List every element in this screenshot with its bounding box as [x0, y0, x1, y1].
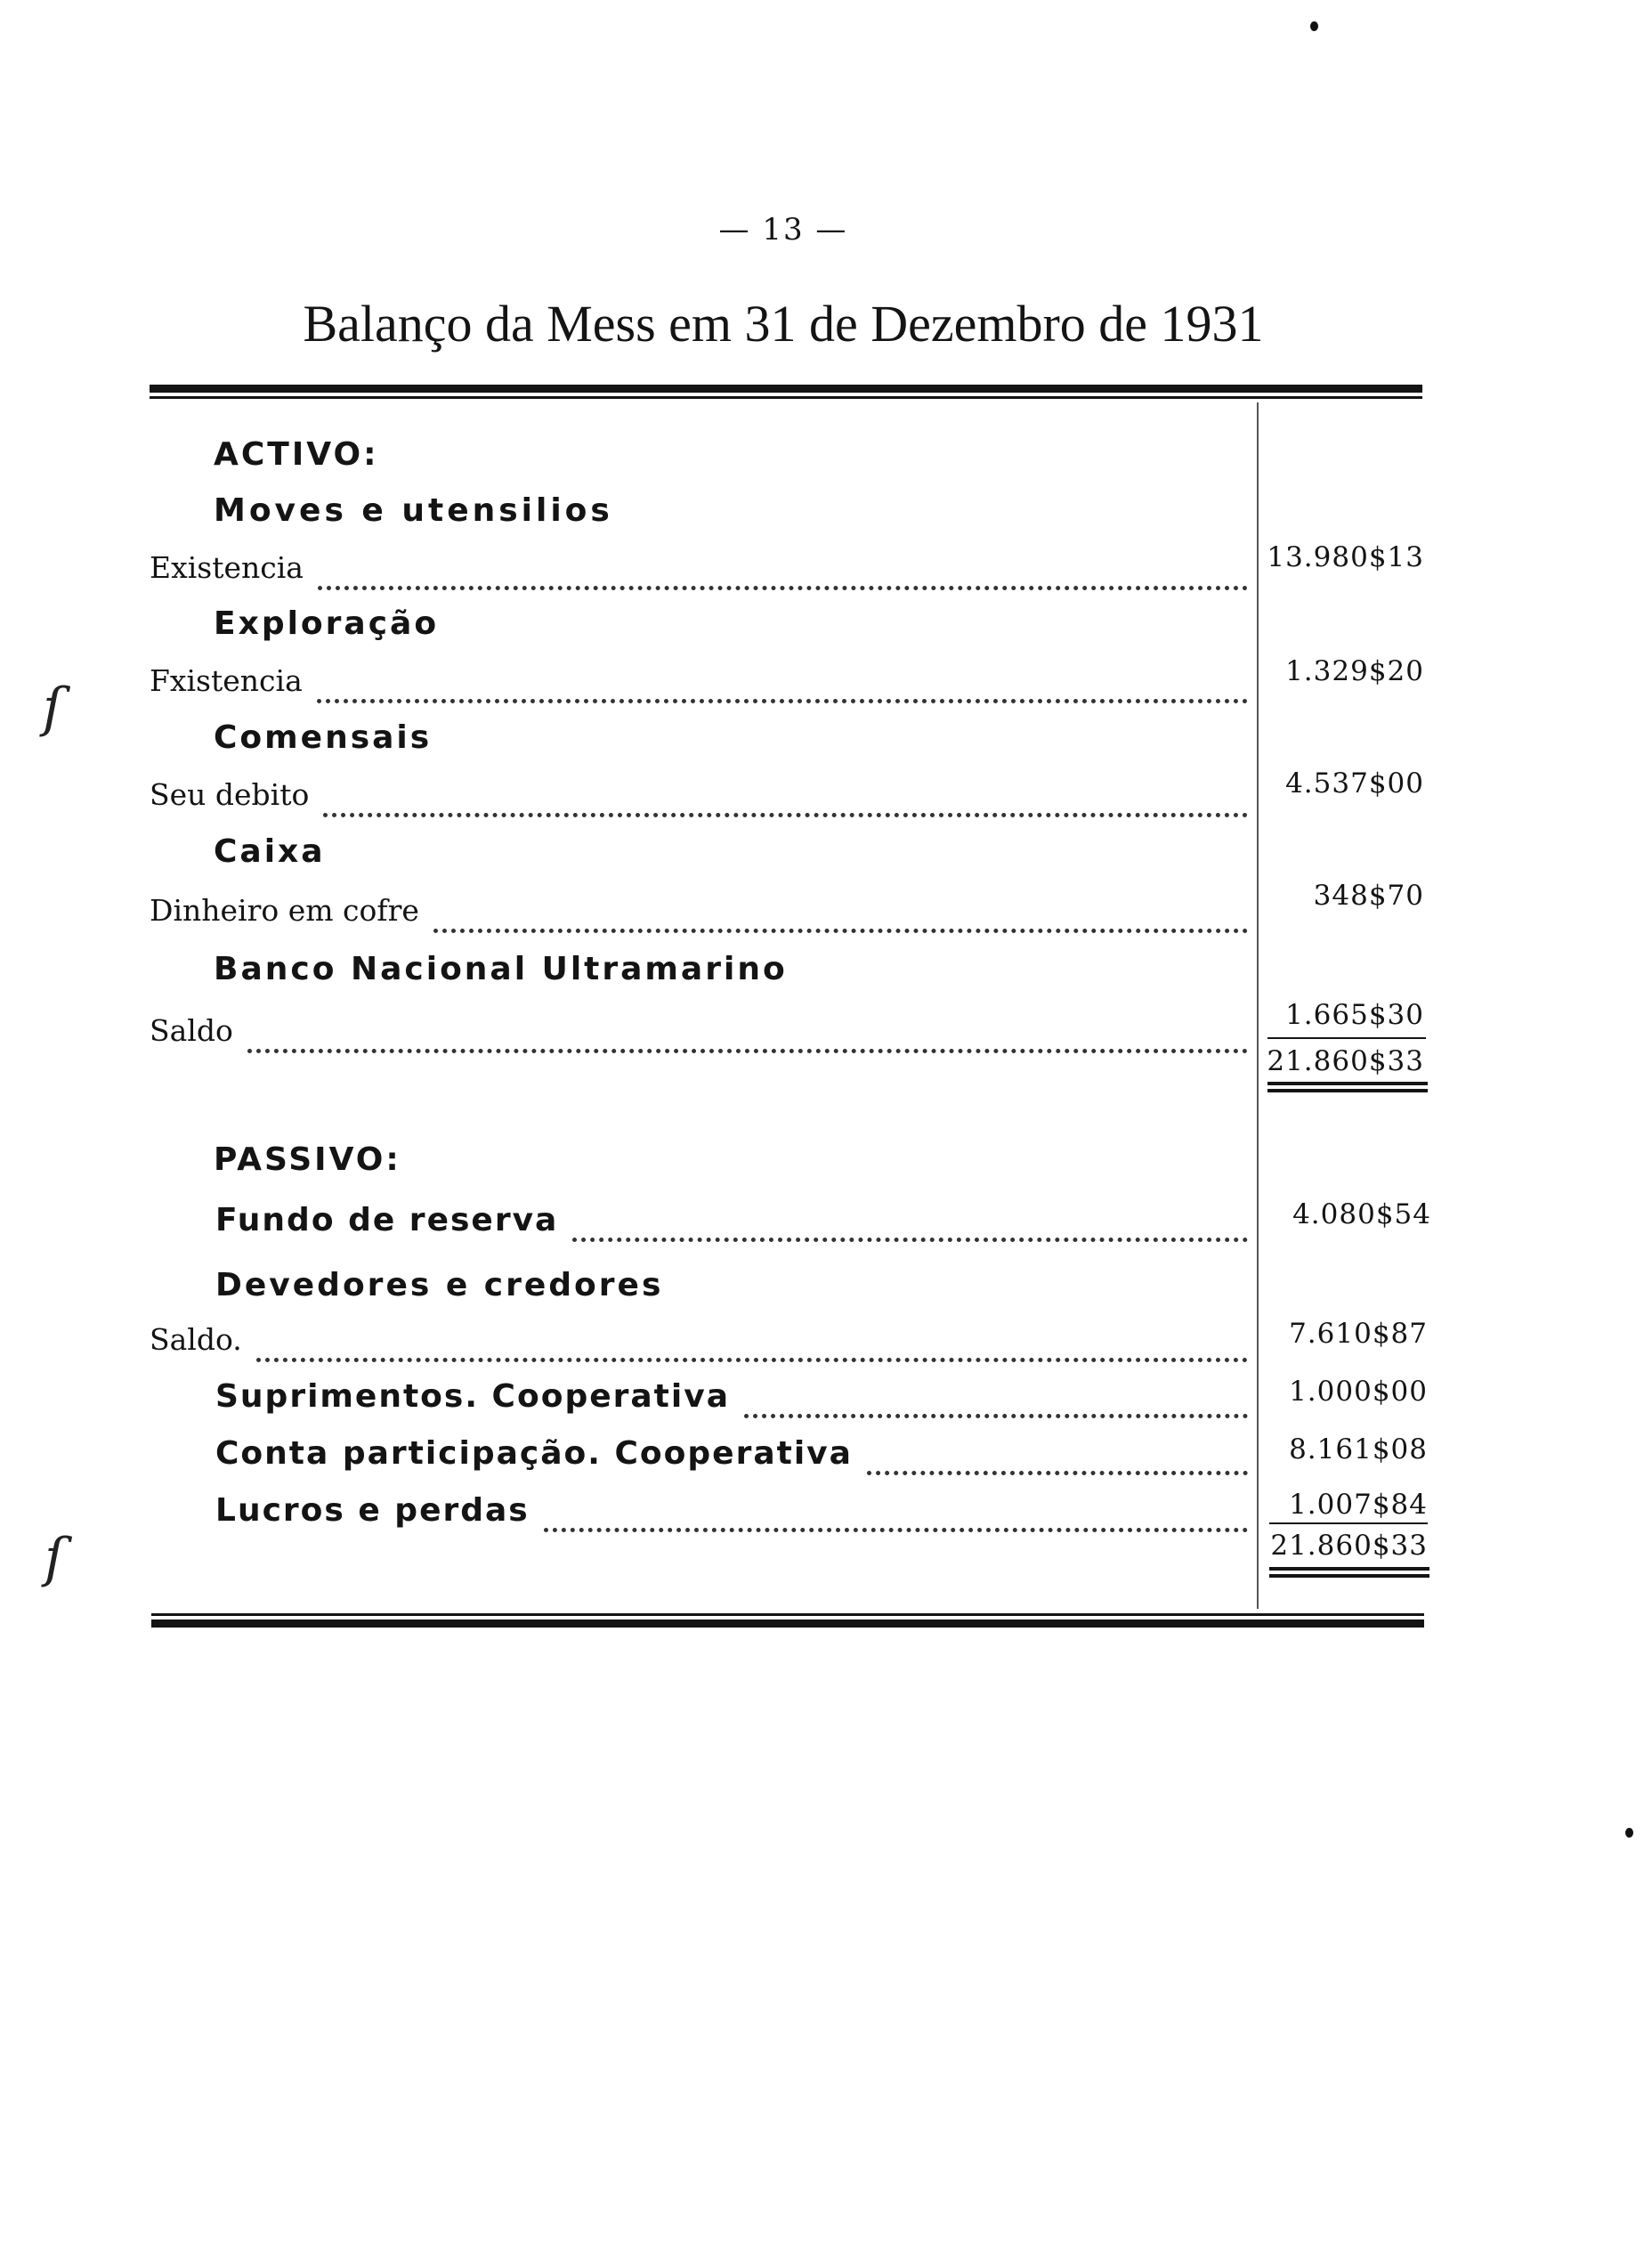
leader-dots [318, 559, 1248, 590]
passivo-heading: PASSIVO: [214, 1141, 401, 1178]
margin-mark: ſ [45, 1527, 65, 1589]
total-double-underline [1269, 1567, 1429, 1578]
line-label: Existencia [150, 550, 304, 585]
amount-banco: 1.665$30 [1285, 999, 1424, 1031]
leader-dots [433, 902, 1248, 933]
page-number: — 13 — [718, 212, 848, 248]
amount-lucros-perdas: 1.007$84 [1289, 1489, 1428, 1521]
amount-fundo-reserva: 4.080$54 [1292, 1198, 1431, 1230]
line-label: Dinheiro em cofre [150, 893, 419, 928]
amount-existencia: 13.980$13 [1267, 541, 1424, 573]
section-title-devedores: Devedores e credores [215, 1267, 664, 1303]
line-label: Seu debito [150, 777, 310, 812]
subtotal-line [1269, 1522, 1428, 1524]
section-title-comensais: Comensais [214, 719, 433, 756]
amount-suprimentos: 1.000$00 [1289, 1376, 1428, 1408]
line-label: Lucros e perdas [215, 1492, 530, 1529]
total-double-underline [1267, 1082, 1428, 1092]
amount-caixa: 348$70 [1313, 880, 1424, 912]
leader-dots [744, 1387, 1248, 1418]
line-saldo-banco [0, 1013, 1264, 1058]
ink-speck [1625, 1828, 1633, 1838]
line-label: Suprimentos. Cooperativa [215, 1378, 730, 1415]
section-title-caixa: Caixa [214, 833, 326, 870]
line-label: Conta participação. Cooperativa [215, 1435, 853, 1472]
line-label: Saldo. [150, 1322, 242, 1357]
line-lucros-perdas [0, 1492, 1264, 1537]
leader-dots [867, 1444, 1248, 1475]
margin-mark: ſ [43, 677, 63, 739]
line-label: Saldo [150, 1013, 233, 1048]
line-label: Fundo de reserva [215, 1202, 559, 1238]
leader-dots [256, 1331, 1248, 1362]
activo-heading: ACTIVO: [214, 436, 379, 473]
page-title: Balanço da Mess em 31 de Dezembro de 1931 [303, 295, 1264, 353]
bottom-rule [151, 1613, 1424, 1628]
line-suprimentos [0, 1378, 1264, 1423]
line-fundo-reserva [0, 1202, 1264, 1246]
section-title-moves: Moves e utensilios [214, 492, 613, 529]
line-saldo-devedores [0, 1322, 1264, 1367]
line-seu-debito [0, 777, 1264, 822]
leader-dots [317, 672, 1248, 703]
line-dinheiro [0, 893, 1264, 938]
amount-conta-participacao: 8.161$08 [1289, 1433, 1428, 1465]
leader-dots [247, 1022, 1248, 1053]
leader-dots [323, 786, 1248, 817]
line-fxistencia [0, 663, 1264, 708]
line-existencia [0, 550, 1264, 595]
leader-dots [544, 1501, 1248, 1532]
section-title-banco: Banco Nacional Ultramarino [214, 951, 788, 987]
amount-devedores: 7.610$87 [1289, 1318, 1428, 1350]
passivo-total: 21.860$33 [1270, 1530, 1428, 1562]
activo-total: 21.860$33 [1267, 1045, 1424, 1077]
leader-dots [572, 1211, 1248, 1242]
ink-speck [1310, 21, 1318, 31]
amount-comensais: 4.537$00 [1285, 767, 1424, 800]
amount-exploracao: 1.329$20 [1285, 655, 1424, 687]
top-rule [150, 385, 1422, 399]
line-conta-participacao [0, 1435, 1264, 1480]
line-label: Fxistencia [150, 663, 303, 698]
subtotal-line [1267, 1037, 1426, 1039]
section-title-exploracao: Exploração [214, 605, 440, 642]
